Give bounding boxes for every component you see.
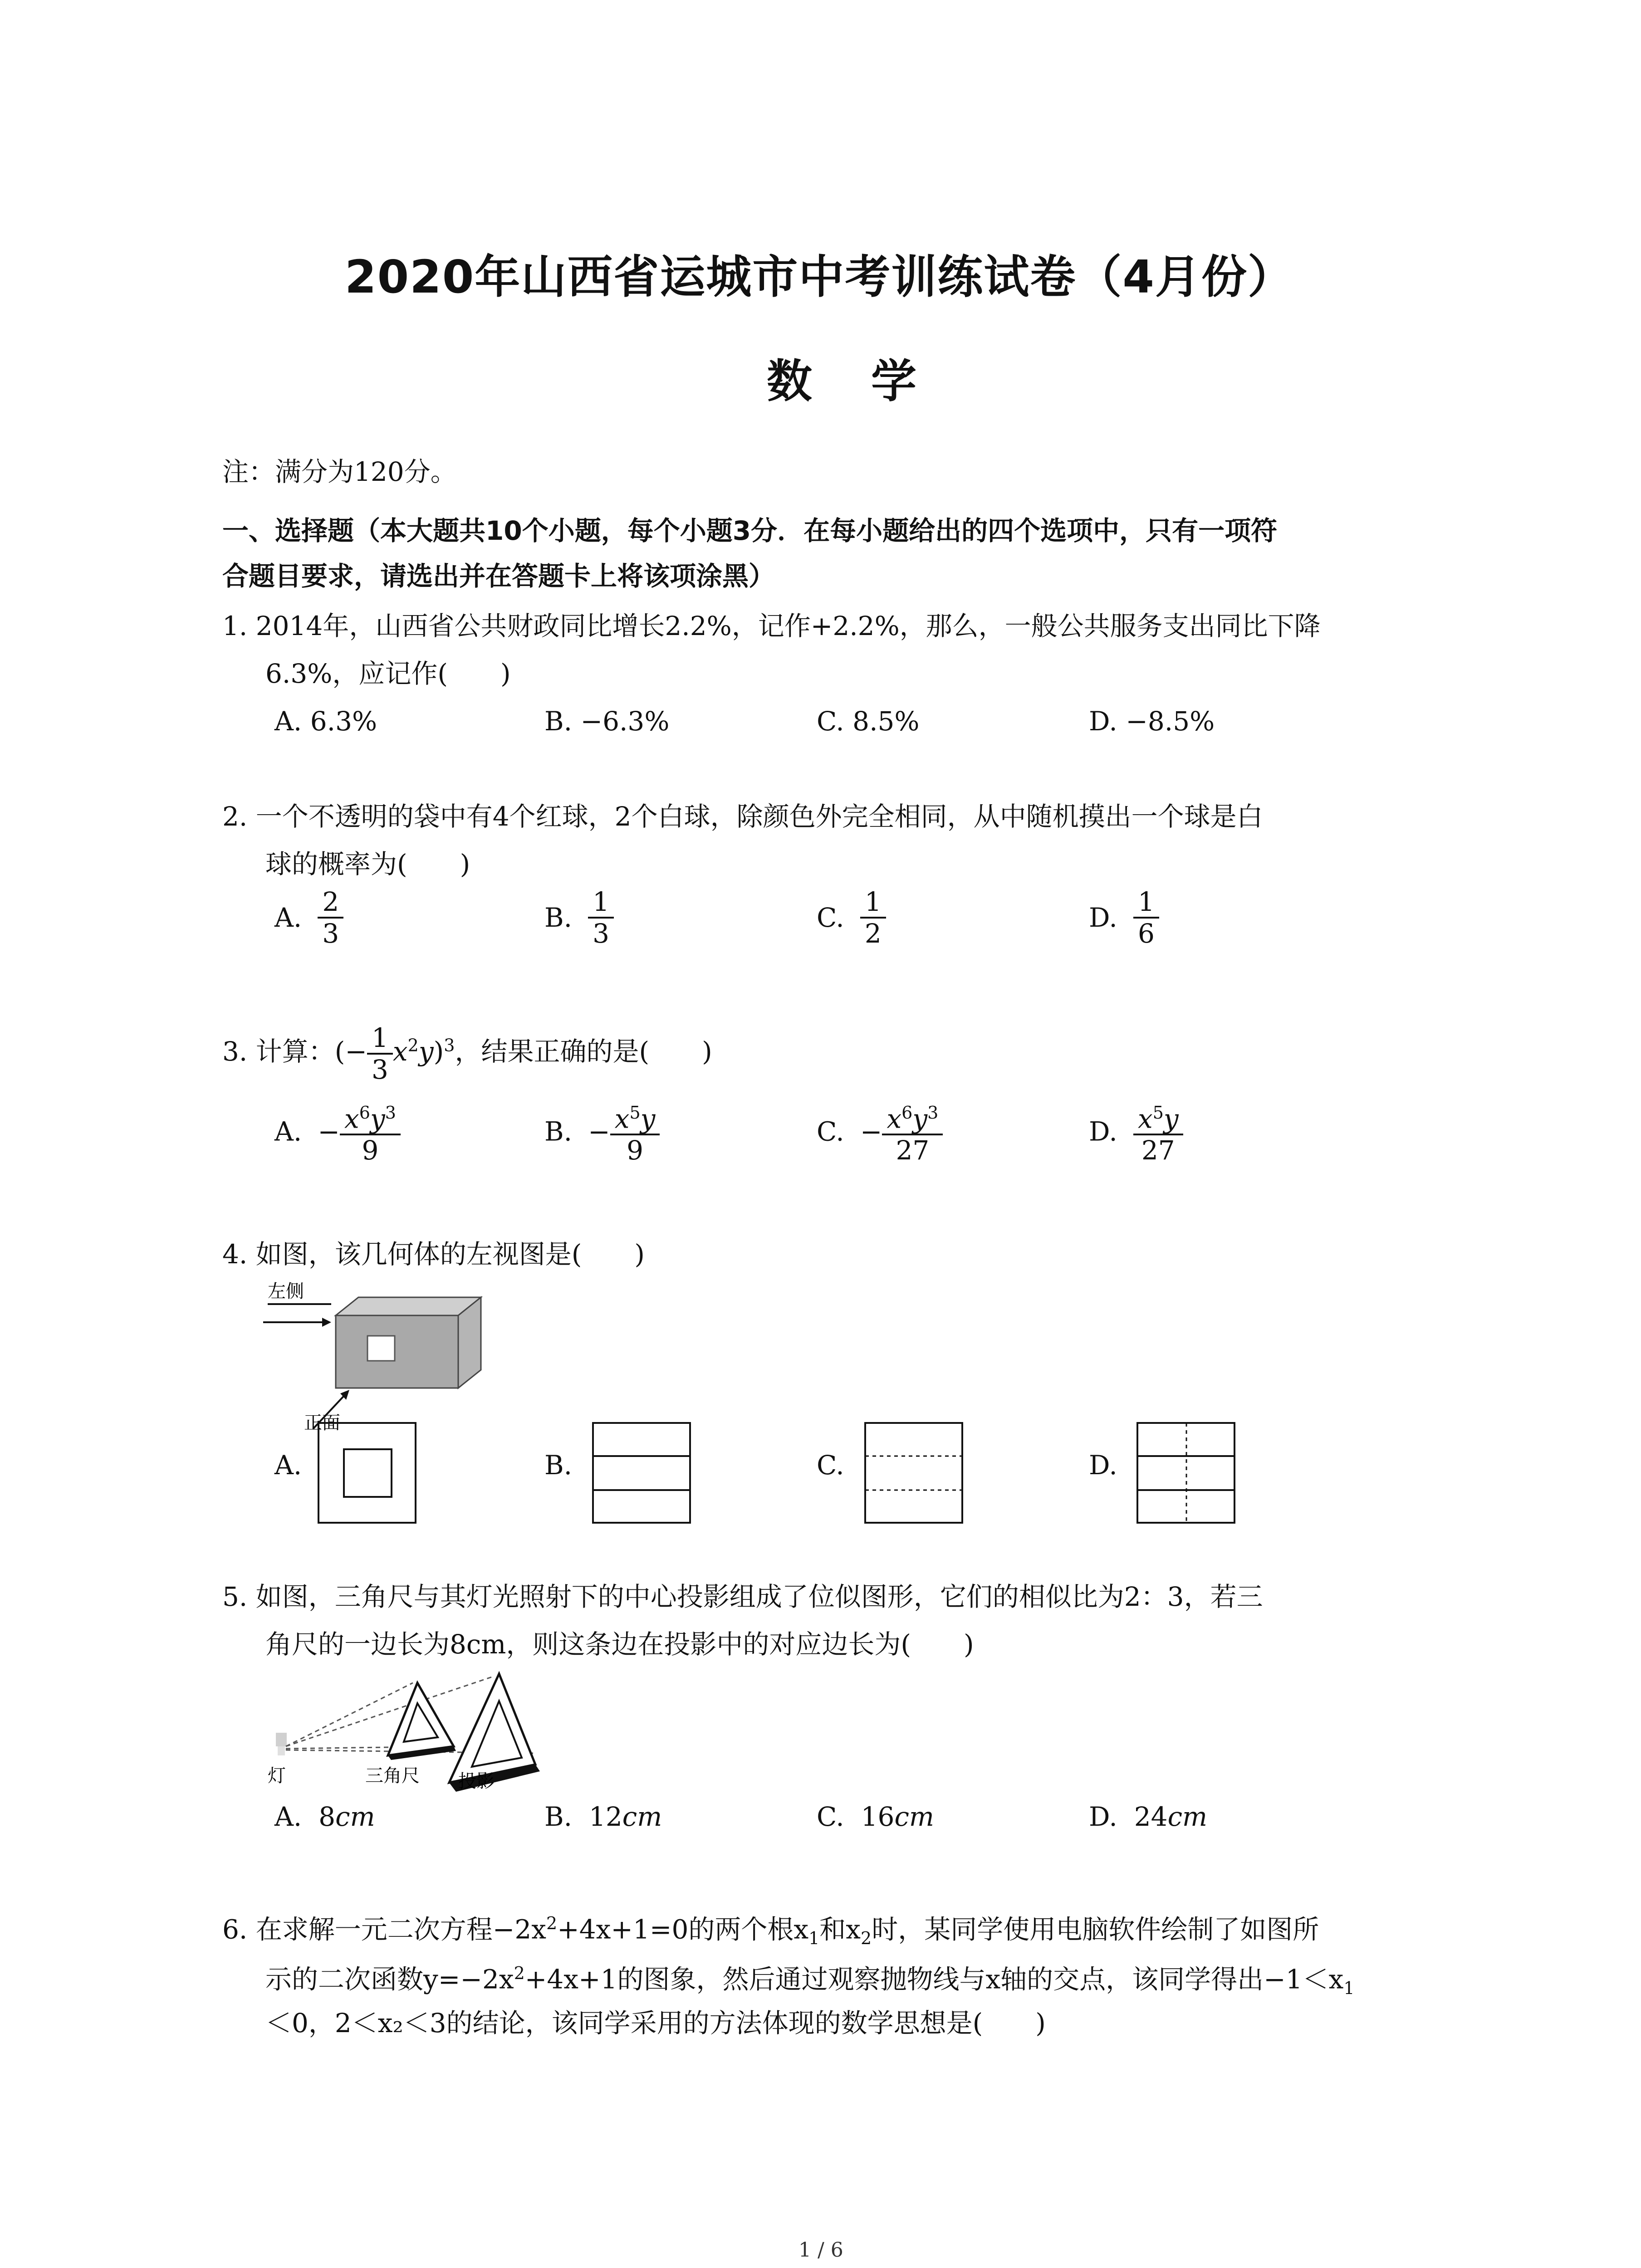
q3-option-d-fraction: $\frac{x^5y}{27}$ [1133, 1098, 1183, 1165]
q6-l1-c: 和x [819, 1914, 861, 1945]
q3-d-den: 27 [1141, 1135, 1175, 1166]
q3-option-a-label: A. [274, 1116, 302, 1147]
q2-b-num: 1 [588, 887, 614, 919]
q1-stem-line2: 6.3%，应记作( ) [265, 658, 511, 689]
q5-a-label: A. [274, 1801, 302, 1832]
q5-option-c[interactable] [817, 1799, 934, 1835]
section-heading-line1: 一、选择题（本大题共10个小题，每个小题3分．在每小题给出的四个选项中，只有一项符 [222, 515, 1278, 546]
q4-option-d-figure[interactable] [1136, 1422, 1236, 1524]
q3-option-b-fraction: $\frac{x^5y}{9}$ [610, 1098, 660, 1165]
q3-option-b-label: B. [544, 1116, 573, 1147]
q5-c-label: C. [817, 1801, 844, 1832]
q4-option-b-label[interactable]: B. [544, 1450, 573, 1481]
q5-b-label: B. [544, 1801, 573, 1832]
q2-c-den: 2 [864, 918, 882, 949]
q5-c-unit: cm [894, 1801, 934, 1832]
q6-l1-d: 时，某同学使用电脑软件绘制了如图所 [872, 1914, 1319, 1945]
q5-fig-shadow-label: 投影 [458, 1771, 495, 1792]
q1-option-a[interactable]: A. 6.3% [274, 706, 377, 737]
q5-c-value: 16 [861, 1801, 895, 1832]
q2-b-den: 3 [593, 918, 610, 949]
q2-option-c-fraction [860, 887, 886, 948]
q2-option-d-label: D. [1089, 902, 1117, 933]
q5-d-unit: cm [1167, 1801, 1208, 1832]
subject-heading: 数学 [767, 355, 975, 408]
q2-a-num: 2 [318, 887, 343, 919]
q3-b-den: 9 [627, 1135, 644, 1166]
q3-stem [222, 1023, 712, 1085]
score-note: 注：满分为120分。 [222, 456, 457, 487]
q4-fig-front-label: 正面 [304, 1413, 340, 1433]
page-title: 2020年山西省运城市中考训练试卷（4月份） [345, 250, 1294, 303]
q5-b-unit: cm [622, 1801, 662, 1832]
q3-a-den: 9 [362, 1135, 379, 1166]
q4-option-a-label[interactable]: A. [274, 1450, 302, 1481]
page-number: 1 / 6 [798, 2239, 843, 2262]
q6-l2-a: 示的二次函数y=−2x [265, 1964, 514, 1995]
q1-stem-line1: 1. 2014年，山西省公共财政同比增长2.2%，记作+2.2%，那么，一般公共服务支出同比下降 [222, 611, 1321, 641]
q4-option-a-figure[interactable] [318, 1422, 417, 1524]
q2-option-b-fraction [588, 887, 614, 948]
q4-option-d-label[interactable]: D. [1089, 1450, 1117, 1481]
q5-option-a[interactable] [274, 1799, 375, 1835]
q5-b-value: 12 [588, 1801, 622, 1832]
q5-option-b[interactable] [544, 1799, 662, 1835]
q2-d-den: 6 [1137, 918, 1155, 949]
q6-stem-line3: ＜0，2＜x₂＜3的结论，该同学采用的方法体现的数学思想是( ) [265, 2008, 1046, 2038]
q3-frac-num: 1 [367, 1023, 393, 1055]
q5-stem-line2: 角尺的一边长为8cm，则这条边在投影中的对应边长为( ) [265, 1629, 974, 1660]
q5-fig-lamp-label: 灯 [268, 1765, 286, 1786]
q2-option-a-fraction [318, 887, 343, 948]
q4-stem: 4. 如图，该几何体的左视图是( ) [222, 1239, 645, 1270]
q3-stem-prefix: 3. 计算：(− [222, 1036, 367, 1067]
q3-option-b[interactable]: B. − $\frac{x^5y}{9}$ [544, 1098, 660, 1165]
q2-a-den: 3 [322, 918, 339, 949]
q3-frac-den: 3 [372, 1054, 388, 1085]
q3-option-a-fraction: $\frac{x^6y^3}{9}$ [340, 1098, 401, 1165]
q4-option-b-figure[interactable] [592, 1422, 692, 1524]
q5-stem-line1: 5. 如图，三角尺与其灯光照射下的中心投影组成了位似图形，它们的相似比为2：3，若三 [222, 1581, 1263, 1612]
q6-stem-line1: 6. 在求解一元二次方程$-2x^2+4x+1=0$的两个根$x_1$和$x_2$时，某同学使用电脑软件绘制了如图所 [222, 1913, 1319, 1948]
q5-fig-ruler-label: 三角尺 [365, 1765, 420, 1786]
q2-d-num: 1 [1133, 887, 1159, 919]
q2-option-d[interactable] [1089, 887, 1159, 948]
q5-a-unit: cm [335, 1801, 375, 1832]
q2-option-a-label: A. [274, 902, 302, 933]
q3-option-a[interactable]: A. − $\frac{x^6y^3}{9}$ [274, 1098, 401, 1165]
q6-l1-b: +4x+1=0的两个根x [557, 1914, 809, 1945]
section-heading-line2: 合题目要求，请选出并在答题卡上将该项涂黑） [222, 561, 775, 591]
q2-stem-line2: 球的概率为( ) [265, 849, 470, 880]
q5-a-value: 8 [318, 1801, 336, 1832]
q2-c-num: 1 [860, 887, 886, 919]
q5-d-label: D. [1089, 1801, 1117, 1832]
q2-stem-line1: 2. 一个不透明的袋中有4个红球，2个白球，除颜色外完全相同，从中随机摸出一个球是白 [222, 801, 1263, 832]
q3-stem-expression: $x^2y)^3$ [392, 1035, 455, 1067]
q5-d-value: 24 [1134, 1801, 1168, 1832]
q6-l2-b: +4x+1的图象，然后通过观察抛物线与x轴的交点，该同学得出−1＜x [524, 1964, 1344, 1995]
q6-l1-a: 6. 在求解一元二次方程−2x [222, 1914, 546, 1945]
q2-option-c[interactable] [817, 887, 886, 948]
q5-projection-figure [268, 1660, 585, 1801]
q1-option-d[interactable]: D. −8.5% [1089, 706, 1215, 737]
q2-option-b[interactable] [544, 887, 614, 948]
q2-option-b-label: B. [544, 902, 573, 933]
q4-option-c-label[interactable]: C. [817, 1450, 844, 1481]
q3-option-c-fraction: $\frac{x^6y^3}{27}$ [882, 1098, 943, 1165]
q3-stem-fraction [367, 1023, 393, 1085]
q1-option-c[interactable]: C. 8.5% [817, 706, 920, 737]
q3-option-d-label: D. [1089, 1116, 1117, 1147]
q4-option-c-figure[interactable] [864, 1422, 964, 1524]
q3-option-c[interactable]: C. − $\frac{x^6y^3}{27}$ [817, 1098, 943, 1165]
q5-option-d[interactable] [1089, 1799, 1207, 1835]
q3-c-den: 27 [896, 1135, 930, 1166]
q2-option-d-fraction [1133, 887, 1159, 948]
q4-solid-figure [263, 1279, 517, 1433]
q2-option-c-label: C. [817, 902, 844, 933]
q1-option-b[interactable]: B. −6.3% [544, 706, 670, 737]
q2-option-a[interactable] [274, 887, 343, 948]
q4-fig-left-label: 左侧 [268, 1281, 304, 1302]
q6-stem-line2: 示的二次函数$y=-2x^2+4x+1$的图象，然后通过观察抛物线与x轴的交点，该同学得出$-1<x_1$ [265, 1963, 1355, 1998]
q3-option-c-label: C. [817, 1116, 844, 1147]
q3-stem-suffix: ，结果正确的是( ) [455, 1036, 712, 1067]
q3-option-d[interactable] [1089, 1098, 1183, 1165]
